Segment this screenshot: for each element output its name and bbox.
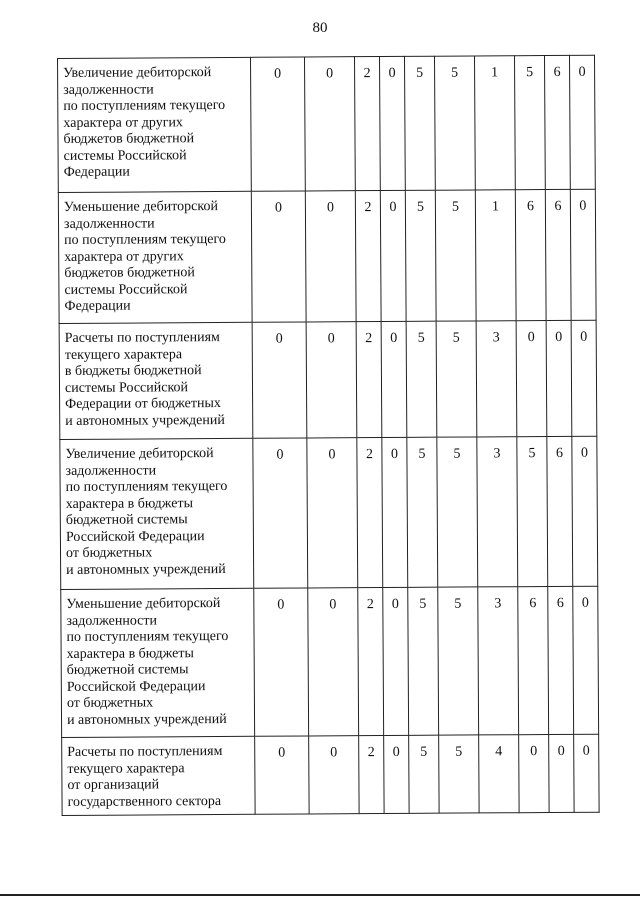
code-digit-cell: 0 [384, 735, 409, 813]
table-row [61, 586, 599, 737]
code-digit-cell: 0 [379, 56, 405, 190]
code-digit-cell: 0 [570, 189, 596, 320]
code-digit-cell: 5 [409, 735, 439, 813]
code-digit-cell: 0 [549, 734, 574, 812]
account-name-cell: Увеличение дебиторской задолженности по поступлениям текущего характера в бюджеты бюджетной системы Российской Федерации от бюджетных и автономных учреждений [60, 438, 254, 589]
table-row [58, 55, 596, 192]
accounts-table-wrapper [57, 55, 600, 816]
code-digit-cell: 5 [517, 437, 548, 587]
code-digit-cell: 0 [250, 57, 305, 191]
page-number: 80 [312, 20, 328, 36]
page-bottom-edge [0, 894, 640, 896]
code-digit-cell: 5 [434, 56, 475, 190]
code-digit-cell: 2 [359, 736, 384, 814]
account-name-cell: Уменьшение дебиторской задолженности по поступлениям текущего характера в бюджеты бюджетной системы Российской Федерации от бюджетных и автономных учреждений [61, 588, 255, 737]
accounts-table [57, 55, 600, 816]
code-digit-cell: 0 [254, 588, 309, 736]
code-digit-cell: 0 [572, 436, 598, 586]
code-digit-cell: 5 [406, 321, 437, 437]
code-digit-cell: 0 [382, 437, 408, 587]
account-name-cell: Расчеты по поступлениям текущего характера в бюджеты бюджетной системы Российской Федерации от бюджетных и автономных учреждений [59, 322, 253, 439]
code-digit-cell: 5 [438, 587, 479, 735]
code-digit-cell: 0 [516, 321, 547, 437]
code-digit-cell: 6 [548, 586, 574, 734]
code-digit-cell: 0 [383, 587, 409, 735]
code-digit-cell: 2 [354, 57, 380, 191]
code-digit-cell: 0 [253, 438, 308, 588]
code-digit-cell: 1 [475, 190, 516, 321]
code-digit-cell: 3 [476, 321, 517, 437]
code-digit-cell: 2 [358, 588, 384, 736]
code-digit-cell: 0 [251, 191, 306, 322]
account-name-cell: Уменьшение дебиторской задолженности по поступлениям текущего характера от других бюджетов бюджетной системы Российской Федерации [58, 191, 252, 323]
code-digit-cell: 0 [307, 438, 358, 588]
code-digit-cell: 5 [514, 56, 545, 190]
code-digit-cell: 0 [255, 736, 309, 814]
table-row [62, 734, 599, 815]
code-digit-cell: 0 [519, 735, 549, 813]
code-digit-cell: 0 [546, 320, 572, 436]
table-row [58, 189, 596, 323]
code-digit-cell: 6 [545, 189, 571, 320]
code-digit-cell: 0 [380, 190, 406, 321]
code-digit-cell: 0 [573, 586, 599, 734]
code-digit-cell: 0 [574, 734, 599, 812]
code-digit-cell: 4 [479, 735, 519, 813]
code-digit-cell: 6 [518, 587, 549, 735]
code-digit-cell: 2 [355, 191, 381, 322]
account-name-cell: Расчеты по поступлениям текущего характера от организаций государственного сектора [62, 736, 255, 815]
code-digit-cell: 5 [408, 587, 439, 735]
code-digit-cell: 0 [304, 57, 355, 191]
code-digit-cell: 3 [478, 587, 519, 735]
code-digit-cell: 1 [474, 56, 515, 190]
code-digit-cell: 0 [569, 55, 595, 189]
code-digit-cell: 2 [357, 438, 383, 588]
code-digit-cell: 0 [308, 588, 359, 736]
account-name-cell: Увеличение дебиторской задолженности по поступлениям текущего характера от других бюджетов бюджетной системы Российской Федерации [58, 57, 252, 192]
table-row [59, 320, 597, 439]
code-digit-cell: 5 [436, 321, 477, 437]
code-digit-cell: 0 [305, 191, 356, 322]
code-digit-cell: 6 [547, 436, 573, 586]
code-digit-cell: 5 [437, 437, 478, 587]
code-digit-cell: 6 [544, 55, 570, 189]
code-digit-cell: 0 [252, 322, 307, 438]
code-digit-cell: 0 [309, 736, 359, 814]
code-digit-cell: 0 [381, 321, 407, 437]
code-digit-cell: 5 [405, 190, 436, 321]
code-digit-cell: 5 [435, 190, 476, 321]
code-digit-cell: 5 [439, 735, 479, 813]
code-digit-cell: 0 [306, 322, 357, 438]
code-digit-cell: 6 [515, 190, 546, 321]
code-digit-cell: 5 [407, 437, 438, 587]
code-digit-cell: 5 [404, 56, 435, 190]
table-row [60, 436, 598, 589]
code-digit-cell: 2 [356, 322, 382, 438]
code-digit-cell: 3 [477, 437, 518, 587]
code-digit-cell: 0 [571, 320, 597, 436]
